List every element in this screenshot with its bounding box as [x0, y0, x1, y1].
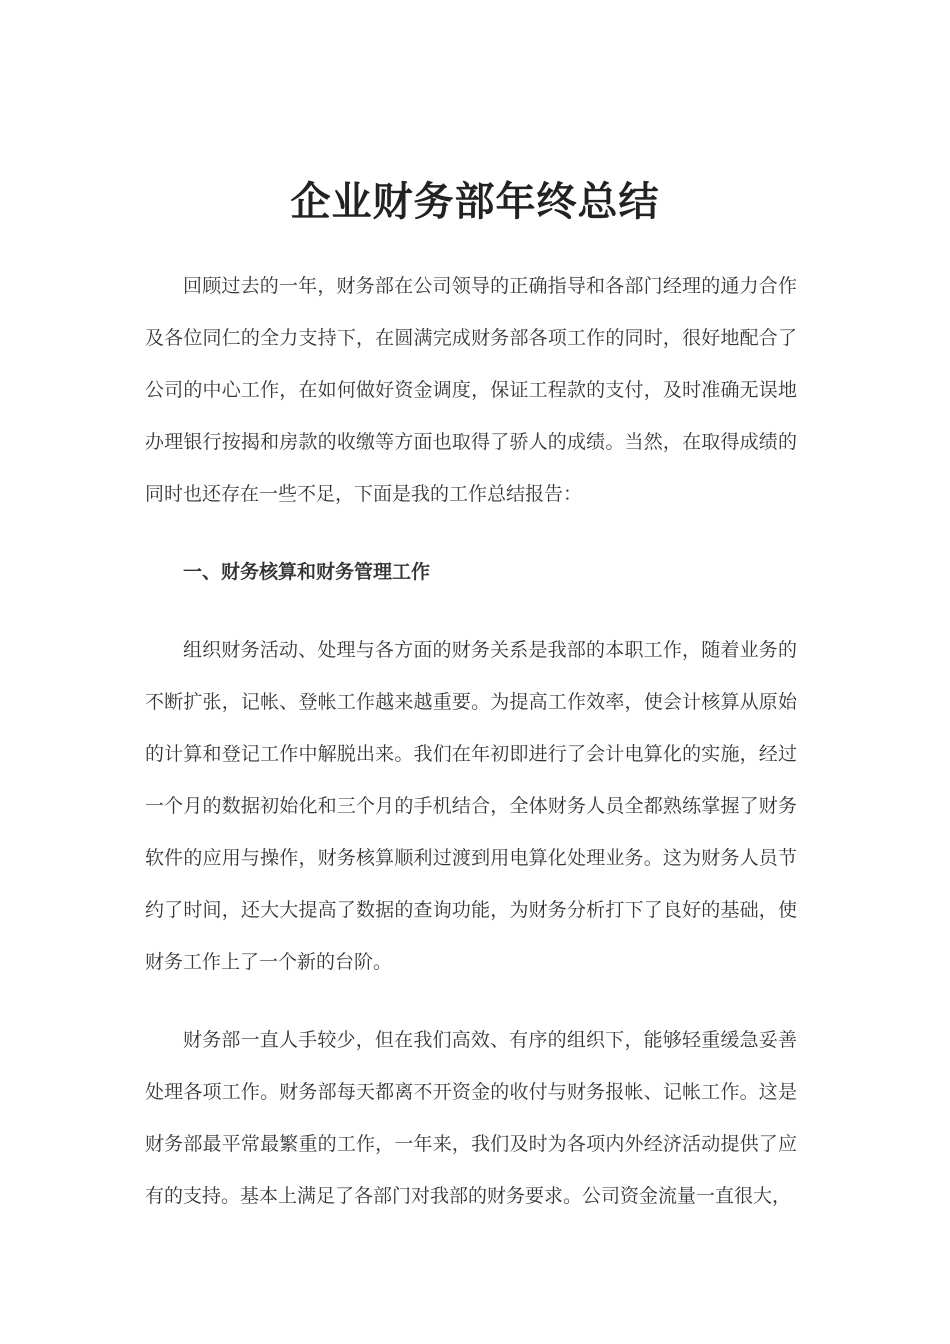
section-paragraph: 财务部一直人手较少，但在我们高效、有序的组织下，能够轻重缓急妥善处理各项工作。财务部每天都离不开资金的收付与财务报帐、记帐工作。这是财务部最平常最繁重的工作，一年来，我们及时为各项内外经济活动提供了应有的支持。基本上满足了各部门对我部的财务要求。公司资金流量一直很大，	[145, 1029, 797, 1207]
intro-paragraph: 回顾过去的一年，财务部在公司领导的正确指导和各部门经理的通力合作及各位同仁的全力支持下，在圆满完成财务部各项工作的同时，很好地配合了公司的中心工作，在如何做好资金调度，保证工程款的支付，及时准确无误地办理银行按揭和房款的收缴等方面也取得了骄人的成绩。当然，在取得成绩的同时也还存在一些不足，下面是我的工作总结报告：	[145, 275, 797, 505]
section-heading: 一、财务核算和财务管理工作	[183, 561, 431, 583]
document-title: 企业财务部年终总结	[290, 179, 660, 225]
section-paragraph: 组织财务活动、处理与各方面的财务关系是我部的本职工作，随着业务的不断扩张，记帐、登帐工作越来越重要。为提高工作效率，使会计核算从原始的计算和登记工作中解脱出来。我们在年初即进行了会计电算化的实施，经过一个月的数据初始化和三个月的手机结合，全体财务人员全都熟练掌握了财务软件的应用与操作，财务核算顺利过渡到用电算化处理业务。这为财务人员节约了时间，还大大提高了数据的查询功能，为财务分析打下了良好的基础，使财务工作上了一个新的台阶。	[145, 639, 797, 973]
